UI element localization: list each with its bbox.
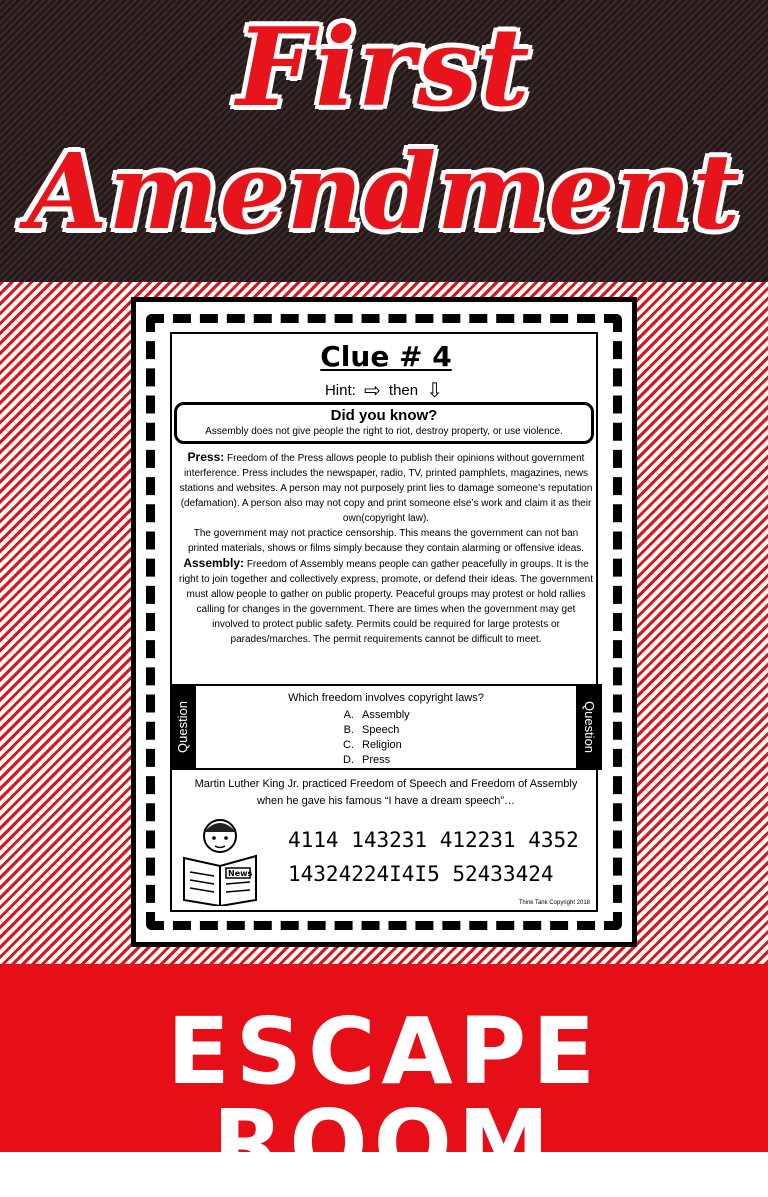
press-text: Freedom of the Press allows people to publish their opinions without government interference. Press includes the newspaper, radio, TV, printed pamphlets, magazines, news stations and websites. A person may not purposely print lies to damage someone’s reputation (defamation). A person also may not copy and print someone else’s work and claim it as their own(copyright law).: [179, 453, 593, 524]
question-text: Which freedom involves copyright laws?: [288, 692, 484, 704]
question-side-label-left: Question: [170, 686, 196, 768]
option-d: D. Press: [343, 754, 391, 766]
body-text: [178, 450, 594, 647]
right-arrow-icon: ⇨: [363, 380, 381, 402]
mlk-text: Martin Luther King Jr. practiced Freedom of Speech and Freedom of Assembly when he gave his famous “I have a dream speech”…: [194, 778, 578, 807]
top-banner: [0, 0, 768, 282]
title-amendment: Amendment: [26, 130, 742, 253]
clue-title: Clue # 4: [320, 340, 452, 373]
down-arrow-icon: ⇩: [426, 380, 444, 402]
question-section: [170, 684, 602, 770]
press-term: Press:: [187, 450, 225, 464]
option-a: A. Assembly: [343, 709, 410, 721]
clue-sheet: [131, 297, 637, 947]
assembly-term: Assembly:: [183, 556, 245, 570]
clue-content: [170, 332, 598, 912]
newspaper-label: News: [228, 869, 253, 878]
copyright: Think Tank Copyright 2018: [518, 900, 590, 906]
option-b: B. Speech: [343, 724, 400, 736]
question-options: [330, 708, 470, 768]
hint-row: [172, 378, 600, 403]
press-text-2: The government may not practice censorship. This means the government can not ban printed materials, shows or films simply because they contain alarming or offensive ideas.: [187, 528, 585, 554]
question-side-label-right: Question: [576, 686, 602, 768]
newspaper-reader-icon: [180, 810, 260, 906]
cipher-code-line-1: 4114 143231 412231 4352: [288, 828, 579, 852]
did-you-know-text: Assembly does not give people the right to riot, destroy property, or use violence.: [205, 426, 563, 437]
option-c: C. Religion: [343, 739, 402, 751]
escape-room-title: ESCAPE ROOM: [166, 998, 602, 1197]
hint-label: Hint:: [324, 382, 356, 399]
assembly-text: Freedom of Assembly means people can gather peacefully in groups. It is the right to join together and collectively express, promote, or defend their ideas. The government must allow people to gather on public property. Peaceful groups may protest or hold rallies calling for changes in the government. There are times when the government may get involved to protect public safety. Permits could be required for large protests or parades/marches. The permit requirements cannot be difficult to meet.: [179, 559, 593, 645]
did-you-know-box: [174, 402, 594, 444]
hint-then: then: [388, 382, 419, 399]
title-first: First: [236, 5, 532, 131]
did-you-know-heading: Did you know?: [330, 407, 438, 424]
cipher-code-line-2: 14324224I4I5 52433424: [288, 862, 554, 886]
